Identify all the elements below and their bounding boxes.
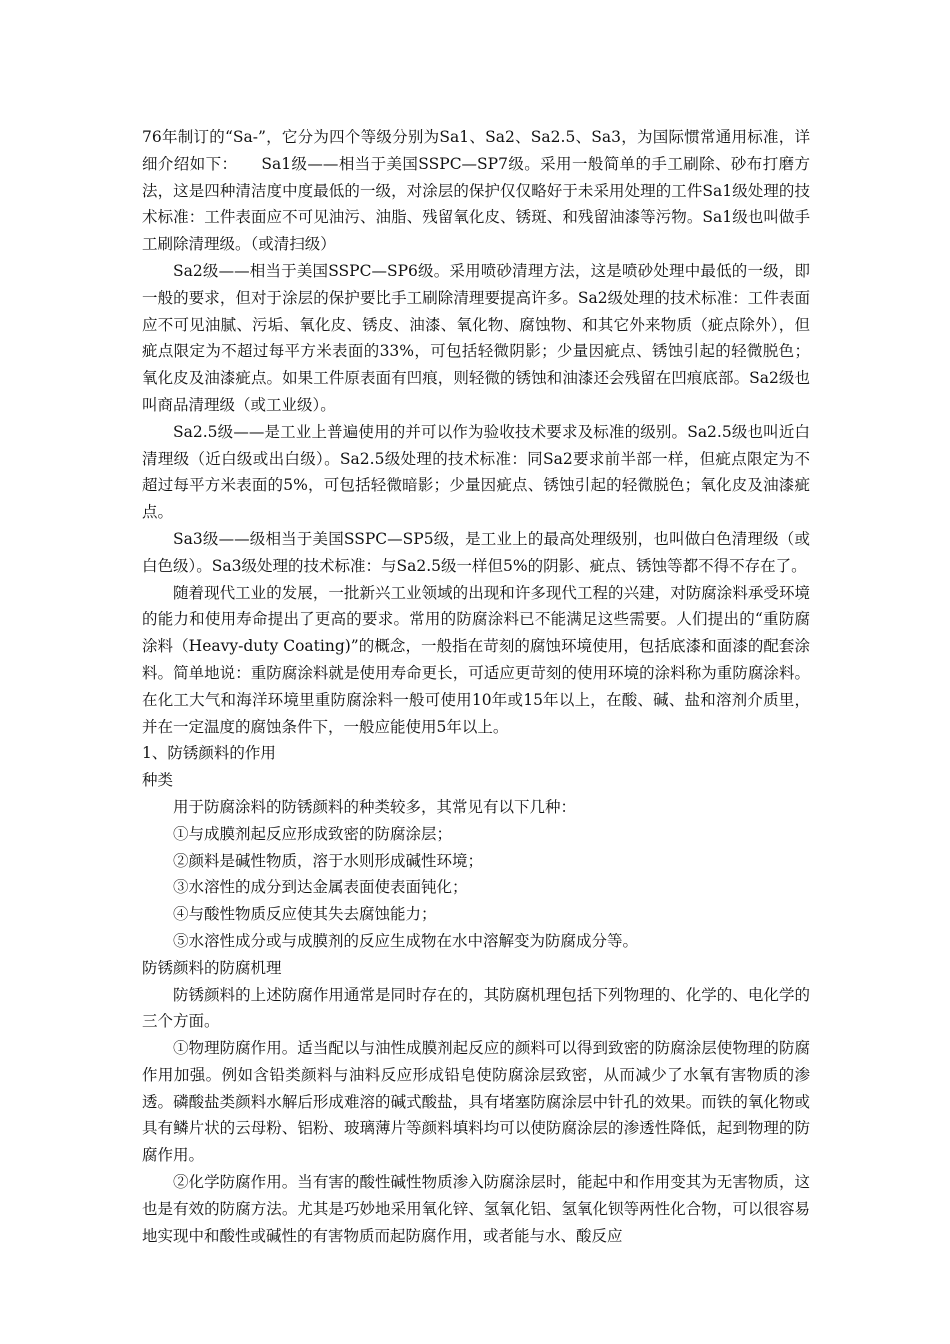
paragraph-sa2: Sa2级——相当于美国SSPC—SP6级。采用喷砂清理方法，这是喷砂处理中最低的一级，即一般的要求，但对于涂层的保护要比手工刷除清理要提高许多。Sa2级处理的技术标准：工件表面应不可见油腻、污垢、氧化皮、锈皮、油漆、氧化物、腐蚀物、和其它外来物质（疵点除外），但疵点限定为不超过每平方米表面的33%，可包括轻微阴影；少量因疵点、锈蚀引起的轻微脱色；氧化皮及油漆疵点。如果工件原表面有凹痕，则轻微的锈蚀和油漆还会残留在凹痕底部。Sa2级也叫商品清理级（或工业级）。 <box>142 261 810 414</box>
paragraph-mechanism-intro: 防锈颜料的上述防腐作用通常是同时存在的，其防腐机理包括下列物理的、化学的、电化学的三个方面。 <box>142 985 810 1031</box>
paragraph-physical-protection: ①物理防腐作用。适当配以与油性成膜剂起反应的颜料可以得到致密的防腐涂层使物理的防腐作用加强。例如含铅类颜料与油料反应形成铅皂使防腐涂层致密，从而减少了水氧有害物质的渗透。磷酸盐类颜料水解后形成难溶的碱式酸盐，具有堵塞防腐涂层中针孔的效果。而铁的氧化物或具有鳞片状的云母粉、铝粉、玻璃薄片等颜料填料均可以使防腐涂层的渗透性降低，起到物理的防腐作用。 <box>142 1039 810 1165</box>
paragraph-sa3: Sa3级——级相当于美国SSPC—SP5级，是工业上的最高处理级别，也叫做白色清理级（或白色级）。Sa3级处理的技术标准：与Sa2.5级一样但5%的阴影、疵点、锈蚀等都不得不存在了。 <box>142 529 810 575</box>
subheading-mechanism: 防锈颜料的防腐机理 <box>142 958 282 977</box>
paragraph-types-intro: 用于防腐涂料的防锈颜料的种类较多，其常见有以下几种： <box>173 797 577 816</box>
paragraph-heavy-duty-coating: 随着现代工业的发展，一批新兴工业领域的出现和许多现代工程的兴建，对防腐涂料承受环境的能力和使用寿命提出了更高的要求。常用的防腐涂料已不能满足这些需要。人们提出的“重防腐涂料（Heavy-duty Coating)”的概念，一般指在苛刻的腐蚀环境使用，包括底漆和面漆的配套涂料。简单地说：重防腐涂料就是使用寿命更长，可适应更苛刻的使用环境的涂料称为重防腐涂料。在化工大气和海洋环境里重防腐涂料一般可使用10年或15年以上，在酸、碱、盐和溶剂介质里，并在一定温度的腐蚀条件下，一般应能使用5年以上。 <box>142 583 810 736</box>
list-item-type-4: ④与酸性物质反应使其失去腐蚀能力； <box>173 905 437 924</box>
list-item-type-1: ①与成膜剂起反应形成致密的防腐涂层； <box>173 824 453 843</box>
paragraph-chemical-protection: ②化学防腐作用。当有害的酸性碱性物质渗入防腐涂层时，能起中和作用变其为无害物质，这也是有效的防腐方法。尤其是巧妙地采用氧化锌、氢氧化铝、氢氧化钡等两性化合物，可以很容易地实现中和酸性或碱性的有害物质而起防腐作用，或者能与水、酸反应 <box>142 1173 810 1245</box>
section-heading-pigment-function: 1、防锈颜料的作用 <box>142 744 276 763</box>
list-item-type-2: ②颜料是碱性物质，溶于水则形成碱性环境； <box>173 851 484 870</box>
paragraph-sa2-5: Sa2.5级——是工业上普遍使用的并可以作为验收技术要求及标准的级别。Sa2.5级也叫近白清理级（近白级或出白级）。Sa2.5级处理的技术标准：同Sa2要求前半部一样，但疵点限定为不超过每平方米表面的5%，可包括轻微暗影；少量因疵点、锈蚀引起的轻微脱色；氧化皮及油漆疵点。 <box>142 422 810 522</box>
paragraph-sa-standard-intro: 76年制订的“Sa-”，它分为四个等级分别为Sa1、Sa2、Sa2.5、Sa3，为国际惯常通用标准，详细介绍如下： Sa1级——相当于美国SSPC—SP7级。采用一般简单的手工刷除、砂布打磨方法，这是四种清洁度中度最低的一级，对涂层的保护仅仅略好于未采用处理的工件Sa1级处理的技术标准：工件表面应不可见油污、油脂、残留氧化皮、锈斑、和残留油漆等污物。Sa1级也叫做手工刷除清理级。（或清扫级） <box>142 128 810 254</box>
list-item-type-5: ⑤水溶性成分或与成膜剂的反应生成物在水中溶解变为防腐成分等。 <box>173 931 639 950</box>
list-item-type-3: ③水溶性的成分到达金属表面使表面钝化； <box>173 878 468 897</box>
subheading-types: 种类 <box>142 771 174 790</box>
